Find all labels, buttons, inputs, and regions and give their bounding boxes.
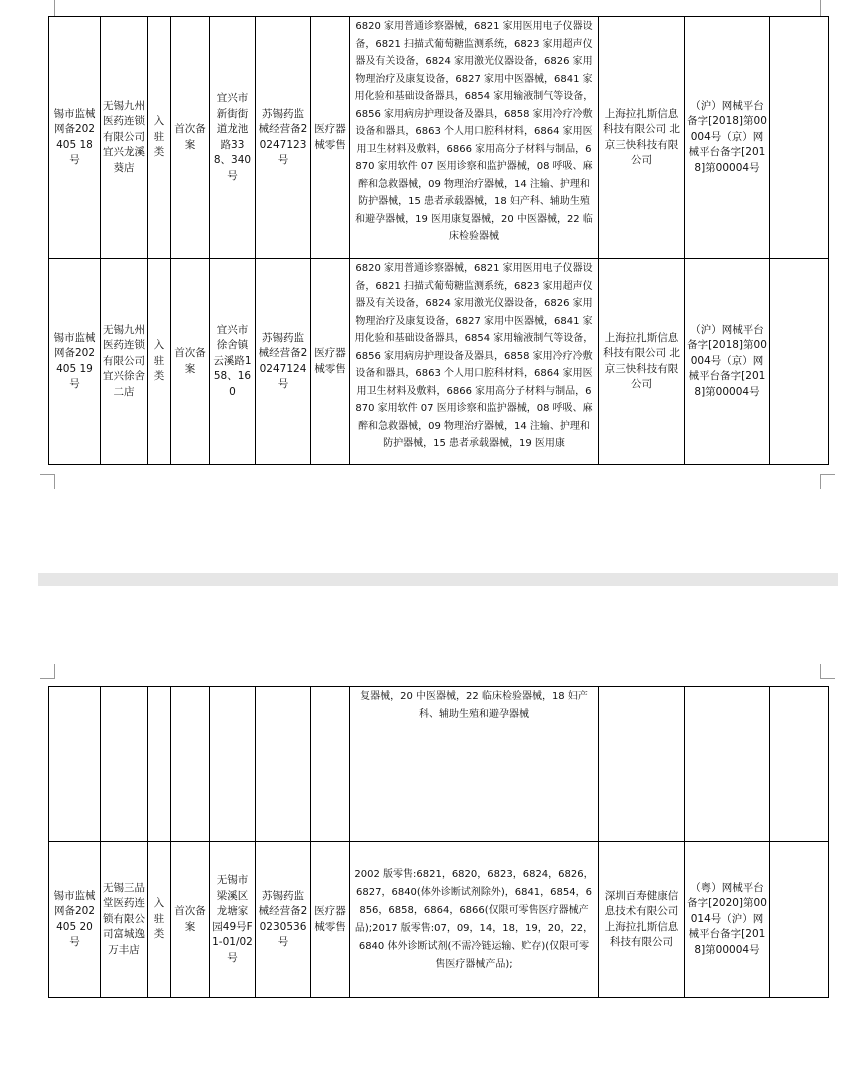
cell-company-name: 无锡三品堂医药连锁有限公司富城逸万丰店: [101, 842, 148, 998]
cell-address: 宜兴市新街街道龙池路338、340号: [210, 17, 256, 259]
cell-type: 入驻类: [148, 259, 171, 465]
cell-note: [770, 842, 829, 998]
cell-filing-kind: 首次备案: [171, 17, 210, 259]
page-corner-mark: [820, 474, 835, 489]
cell-category: 医疗器械零售: [311, 259, 350, 465]
cell-type: 入驻类: [148, 17, 171, 259]
cell-type: 入驻类: [148, 842, 171, 998]
cell-platform: 深圳百寿健康信息技术有限公司 上海拉扎斯信息科技有限公司: [599, 842, 685, 998]
cell-record-no: 锡市监械网备202405 19号: [49, 259, 101, 465]
cell-record-no: 锡市监械网备202405 20号: [49, 842, 101, 998]
cell-note: [770, 259, 829, 465]
cell-address: 无锡市梁溪区龙塘家园49号F1-01/02号: [210, 842, 256, 998]
cell-note: [770, 687, 829, 842]
table-row: [49, 842, 829, 998]
cell-company-name: 无锡九州医药连锁有限公司宜兴龙溪葵店: [101, 17, 148, 259]
cell-platform: 上海拉扎斯信息科技有限公司 北京三快科技有限公司: [599, 17, 685, 259]
page-separator: [38, 573, 838, 586]
cell-business-scope: 6820 家用普通诊察器械，6821 家用医用电子仪器设备，6821 扫描式葡萄糖监测系统，6823 家用超声仪器及有关设备，6824 家用激光仪器设备，6826 家用物理治疗及康复设备，6827 家用中医器械，6841 家用化验和基础设备器具，6854 家用输液制气等设备，6856 家用病房护理设备及器具，6858 家用冷疗冷敷设备和器具，6863 个人用口腔科材料，6864 家用医用卫生材料及敷料，6866 家用高分子材料与制品，6870 家用软件 07 医用诊察和监护器械，08 呼吸、麻醉和急救器械，09 物理治疗器械，14 注输、护理和防护器械，15 患者承载器械，19 医用康: [350, 259, 599, 465]
cell-company-name: 无锡九州医药连锁有限公司宜兴徐舍二店: [101, 259, 148, 465]
table-row: [49, 687, 829, 842]
cell-address: [210, 687, 256, 842]
cell-business-scope: 复器械，20 中医器械，22 临床检验器械，18 妇产科、辅助生殖和避孕器械: [350, 687, 599, 842]
cell-filing-kind: [171, 687, 210, 842]
document-page-2: [0, 586, 864, 1087]
cell-address: 宜兴市徐舍镇云溪路158、160: [210, 259, 256, 465]
cell-platform-record: [685, 687, 770, 842]
cell-platform: [599, 687, 685, 842]
table-row: [49, 259, 829, 465]
cell-business-scope: 2002 版零售:6821，6820，6823，6824，6826，6827，6840(体外诊断试剂除外)，6841，6854，6856，6858，6864，6866(仅限可零售医疗器械产品);2017 版零售:07，09，14，18，19，20，22，6840 体外诊断试剂(不需冷链运输、贮存)(仅限可零售医疗器械产品);: [350, 842, 599, 998]
cell-business-scope: 6820 家用普通诊察器械，6821 家用医用电子仪器设备，6821 扫描式葡萄糖监测系统，6823 家用超声仪器及有关设备，6824 家用激光仪器设备，6826 家用物理治疗及康复设备，6827 家用中医器械，6841 家用化验和基础设备器具，6854 家用输液制气等设备，6856 家用病房护理设备及器具，6858 家用冷疗冷敷设备和器具，6863 个人用口腔科材料，6864 家用医用卫生材料及敷料，6866 家用高分子材料与制品，6870 家用软件 07 医用诊察和监护器械，08 呼吸、麻醉和急救器械，09 物理治疗器械，14 注输、护理和防护器械，15 患者承载器械，18 妇产科、辅助生殖和避孕器械，19 医用康复器械，20 中医器械，22 临床检验器械: [350, 17, 599, 259]
page-corner-mark: [40, 664, 55, 679]
cell-platform-record: （沪）网械平台备字[2018]第00004号（京）网械平台备字[2018]第00004号: [685, 17, 770, 259]
page-corner-mark: [40, 474, 55, 489]
cell-note: [770, 17, 829, 259]
cell-license: 苏锡药监械经营备20247124号: [256, 259, 311, 465]
cell-category: [311, 687, 350, 842]
table-row: [49, 17, 829, 259]
cell-platform-record: （粤）网械平台备字[2020]第00014号（沪）网械平台备字[2018]第00004号: [685, 842, 770, 998]
page-corner-mark: [820, 664, 835, 679]
cell-platform-record: （沪）网械平台备字[2018]第00004号（京）网械平台备字[2018]第00004号: [685, 259, 770, 465]
cell-license: 苏锡药监械经营备20230536号: [256, 842, 311, 998]
cell-category: 医疗器械零售: [311, 842, 350, 998]
cell-record-no: 锡市监械网备202405 18号: [49, 17, 101, 259]
cell-category: 医疗器械零售: [311, 17, 350, 259]
cell-company-name: [101, 687, 148, 842]
cell-record-no: [49, 687, 101, 842]
record-table-page1: [48, 16, 829, 465]
cell-type: [148, 687, 171, 842]
cell-platform: 上海拉扎斯信息科技有限公司 北京三快科技有限公司: [599, 259, 685, 465]
cell-license: [256, 687, 311, 842]
cell-filing-kind: 首次备案: [171, 259, 210, 465]
cell-filing-kind: 首次备案: [171, 842, 210, 998]
page-corner-mark: [40, 0, 55, 16]
record-table-page2: [48, 686, 829, 998]
cell-license: 苏锡药监械经营备20247123号: [256, 17, 311, 259]
page-corner-mark: [820, 0, 835, 16]
